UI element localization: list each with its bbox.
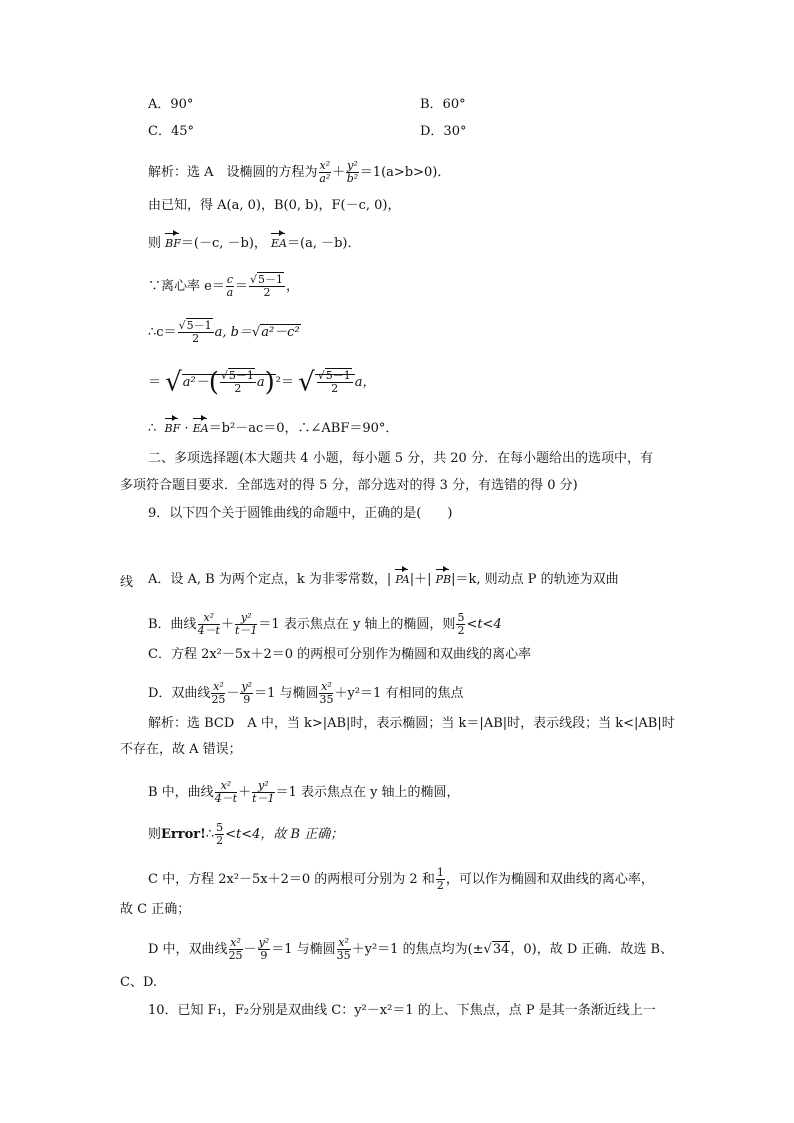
text: C 中，方程 2x²－5x＋2＝0 的两根可分别为 2 和: [148, 872, 435, 887]
fraction: [235, 612, 257, 637]
q9-stem: 9．以下四个关于圆锥曲线的命题中，正确的是( ): [148, 506, 453, 521]
text: ＝1 表示焦点在 y 轴上的椭圆，则: [258, 617, 456, 632]
text: ·: [184, 421, 189, 436]
num: 5: [216, 821, 224, 834]
text: ＝: [148, 375, 162, 390]
fraction: [226, 274, 234, 299]
q9-option-a-cont: 线: [120, 575, 134, 590]
fraction: [229, 937, 243, 962]
fraction: [456, 612, 465, 637]
text: ＋y²＝1 的焦点均为(±: [351, 942, 484, 957]
sol9-line-6: 故 C 正确；: [120, 902, 191, 917]
op: ，: [286, 279, 300, 294]
sol8-line-1: [148, 160, 450, 185]
num: x²: [213, 680, 224, 693]
den: 2: [331, 382, 339, 395]
den: 2: [263, 286, 271, 299]
sol9-line-1: 解析：选 BCD A 中，当 k>|AB|时，表示椭圆；当 k＝|AB|时，表示线段；当 k<|AB|时: [148, 716, 675, 731]
op: ＋: [332, 165, 346, 180]
text: ＝1(a>b>0)．: [359, 165, 451, 180]
den: t－1: [235, 624, 258, 637]
text: a, b＝: [214, 325, 252, 340]
vector-ea: EA: [271, 230, 287, 252]
text: |＋|: [409, 572, 432, 587]
text: ＝1 表示焦点在 y 轴上的椭圆，: [275, 785, 460, 800]
sol9-line-2: 不存在，故 A 错误；: [120, 742, 242, 757]
sol9-line-8: C、D.: [120, 975, 158, 990]
text: ＝1 与椭圆: [271, 942, 336, 957]
den: 25: [211, 693, 226, 706]
sol8-line-4: [148, 274, 299, 299]
text: ＝b²－ac＝0，∴∠ABF＝90°．: [208, 421, 399, 436]
fraction: [436, 867, 445, 892]
fraction: [346, 160, 359, 185]
q9-option-a: [148, 566, 619, 588]
q9-option-b: [148, 612, 502, 637]
num: 5: [457, 611, 465, 624]
text: ＝1 与椭圆: [254, 686, 319, 701]
text: a²－: [182, 375, 209, 390]
fraction: [337, 937, 351, 962]
sol8-line-6: ＝ √a²－( $\frac{√5-1}{2}$ a)²＝ √ $\frac{√5-1}{2}$ a，: [148, 367, 376, 398]
fraction: $\frac{√5-1}{2}$: [178, 319, 212, 345]
text: |＝k, 则动点 P 的轨迹为双曲: [451, 572, 619, 587]
text: D 中，双曲线: [148, 942, 228, 957]
radicand: a²－c²: [261, 325, 300, 340]
den: 2: [436, 879, 444, 892]
text: 则: [148, 236, 162, 251]
fraction: [240, 681, 253, 706]
fraction: $\frac{√5-1}{2}$: [317, 369, 351, 395]
text: ∴: [205, 827, 215, 842]
den: 4－t: [197, 624, 220, 637]
text: ∴c＝: [148, 325, 177, 340]
num: x²: [321, 680, 332, 693]
text: A．设 A, B 为两个定点，k 为非零常数，|: [148, 572, 392, 587]
op: ＋: [220, 617, 234, 632]
error-text: Error!: [161, 827, 206, 842]
fraction: $\frac{√5-1}{2}$: [250, 273, 284, 299]
text: <t<4，故 B 正确；: [225, 827, 344, 842]
den: 2: [457, 624, 465, 637]
fraction: [258, 937, 271, 962]
text: D．双曲线: [148, 686, 211, 701]
den: b²: [346, 172, 359, 185]
den: 35: [336, 949, 351, 962]
den: 2: [192, 332, 200, 345]
num: x²: [319, 159, 331, 172]
q8-option-c: C．45°: [148, 124, 194, 139]
num: c: [226, 273, 233, 286]
fraction: [215, 780, 237, 805]
den: a²: [319, 172, 331, 185]
op: ＋: [238, 785, 252, 800]
sol9-line-5: [148, 867, 654, 892]
section2-line-2: 多项符合题目要求．全部选对的得 5 分，部分选对的得 3 分，有选错的得 0 分): [120, 478, 578, 493]
q9-option-c: C．方程 2x²－5x＋2＝0 的两根可分别作为椭圆和双曲线的离心率: [148, 647, 532, 662]
num: x²: [198, 612, 220, 625]
num: y²: [241, 680, 253, 693]
den: 35: [319, 693, 334, 706]
text: 解析：选 A 设椭圆的方程为: [148, 165, 318, 180]
text: ∴: [148, 421, 157, 436]
num: y²: [252, 780, 274, 793]
text: a，: [354, 375, 376, 390]
text: ＋y²＝1 有相同的焦点: [334, 686, 464, 701]
q8-option-d: D．30°: [420, 124, 467, 139]
vector-pb: PB: [436, 566, 452, 588]
sol8-line-7: [148, 415, 398, 437]
num: x²: [215, 780, 237, 793]
num: y²: [347, 159, 358, 172]
text: a: [256, 375, 265, 390]
text: ∵离心率 e＝: [148, 279, 225, 294]
vector-bf: BF: [165, 415, 181, 437]
sol9-line-7: D 中，双曲线 $\frac{\text{x²}}{25}$ － $\frac{\text{y²}}{9}$ ＝1 与椭圆 $\frac{\text{x²}}{35}$ ＋y²＝1 的焦点均为(±√34，0)，故 D 正确．故选 B、: [148, 936, 674, 962]
den: 25: [228, 949, 243, 962]
op: －: [243, 942, 257, 957]
den: 9: [243, 693, 251, 706]
sol8-line-3: [148, 230, 361, 252]
radicand: 5－1: [325, 369, 351, 382]
op: ＝: [235, 279, 249, 294]
sol9-line-3: [148, 780, 460, 805]
radicand: 34: [492, 942, 510, 957]
text: B 中，曲线: [148, 785, 214, 800]
num: y²: [235, 612, 257, 625]
text: ，0)，故 D 正确．故选 B、: [510, 942, 674, 957]
vector-pa: PA: [395, 566, 409, 588]
op: －: [226, 686, 240, 701]
text: ²＝: [275, 375, 295, 390]
fraction: [252, 780, 274, 805]
text: B．曲线: [148, 617, 197, 632]
sol8-line-2: 由已知，得 A(a, 0)，B(0, b)，F(－c, 0)，: [148, 198, 401, 213]
fraction: [319, 160, 332, 185]
den: 4－t: [214, 792, 238, 805]
q8-option-a: A．90°: [148, 97, 194, 112]
fraction: [215, 822, 224, 847]
fraction: [198, 612, 220, 637]
text: ＝(－c, －b)，: [180, 236, 267, 251]
sol8-line-5: ∴c＝ $\frac{√5-1}{2}$ a, b＝√a²－c²: [148, 319, 300, 345]
den: t－1: [252, 792, 275, 805]
radicand: 5－1: [258, 273, 284, 286]
radicand: 5－1: [228, 369, 254, 382]
den: a: [226, 286, 234, 299]
vector-bf: BF: [165, 230, 181, 252]
den: 2: [216, 834, 224, 847]
section2-line-1: 二、多项选择题(本大题共 4 小题，每小题 5 分，共 20 分．在每小题给出的选项中，有: [148, 451, 653, 466]
radicand: 5－1: [186, 319, 212, 332]
num: x²: [230, 936, 241, 949]
fraction: [319, 681, 333, 706]
q9-option-d: [148, 681, 463, 706]
den: 2: [234, 382, 242, 395]
text: 则: [148, 827, 162, 842]
num: y²: [258, 936, 270, 949]
text: <t<4: [466, 617, 502, 632]
q8-option-b: B．60°: [420, 97, 466, 112]
vector-ea: EA: [193, 415, 209, 437]
fraction: $\frac{√5-1}{2}$: [220, 369, 254, 395]
q10-line: 10．已知 F₁，F₂分别是双曲线 C：y²－x²＝1 的上、下焦点，点 P 是其一条渐近线上一: [148, 1003, 656, 1018]
fraction: [211, 681, 225, 706]
text: ，可以作为椭圆和双曲线的离心率，: [445, 872, 654, 887]
text: ＝(a, －b)．: [287, 236, 361, 251]
num: 1: [436, 866, 444, 879]
sol9-line-4: [148, 822, 343, 847]
den: 9: [260, 949, 268, 962]
num: x²: [338, 936, 349, 949]
